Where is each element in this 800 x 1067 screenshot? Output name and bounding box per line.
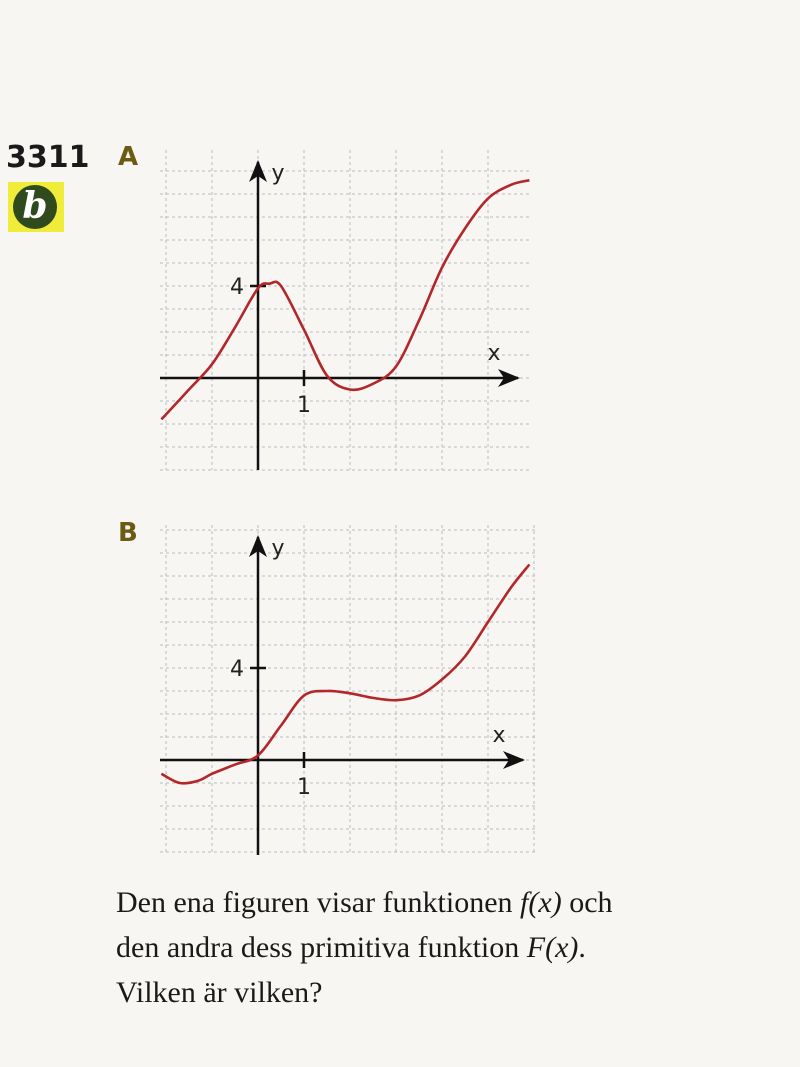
- function-curve: [161, 565, 529, 784]
- x-axis-label: x: [487, 341, 501, 366]
- question-line-1: Den ena figuren visar funktionen f(x) och: [116, 886, 613, 919]
- y-axis-label: y: [271, 536, 285, 561]
- question-line-3: Vilken är vilken?: [116, 976, 323, 1009]
- graph-b: [160, 525, 540, 855]
- x-tick-label: 1: [297, 393, 311, 418]
- y-tick-label: 4: [230, 657, 244, 682]
- y-tick-label: 4: [230, 275, 244, 300]
- graph-a: [160, 150, 540, 470]
- function-curve: [161, 180, 529, 419]
- graph-label-b: B: [118, 518, 138, 548]
- x-tick-label: 1: [297, 775, 311, 800]
- function-f: f(x): [520, 886, 562, 919]
- x-axis-label: x: [492, 723, 506, 748]
- problem-number: 3311: [6, 140, 90, 175]
- level-badge-letter: b: [13, 185, 57, 229]
- question-text: [116, 880, 796, 1015]
- graph-label-a: A: [118, 142, 139, 172]
- function-F: F(x): [526, 931, 579, 964]
- y-axis-label: y: [271, 161, 285, 186]
- question-line-2: den andra dess primitiva funktion F(x).: [116, 931, 586, 964]
- level-badge: [8, 182, 64, 232]
